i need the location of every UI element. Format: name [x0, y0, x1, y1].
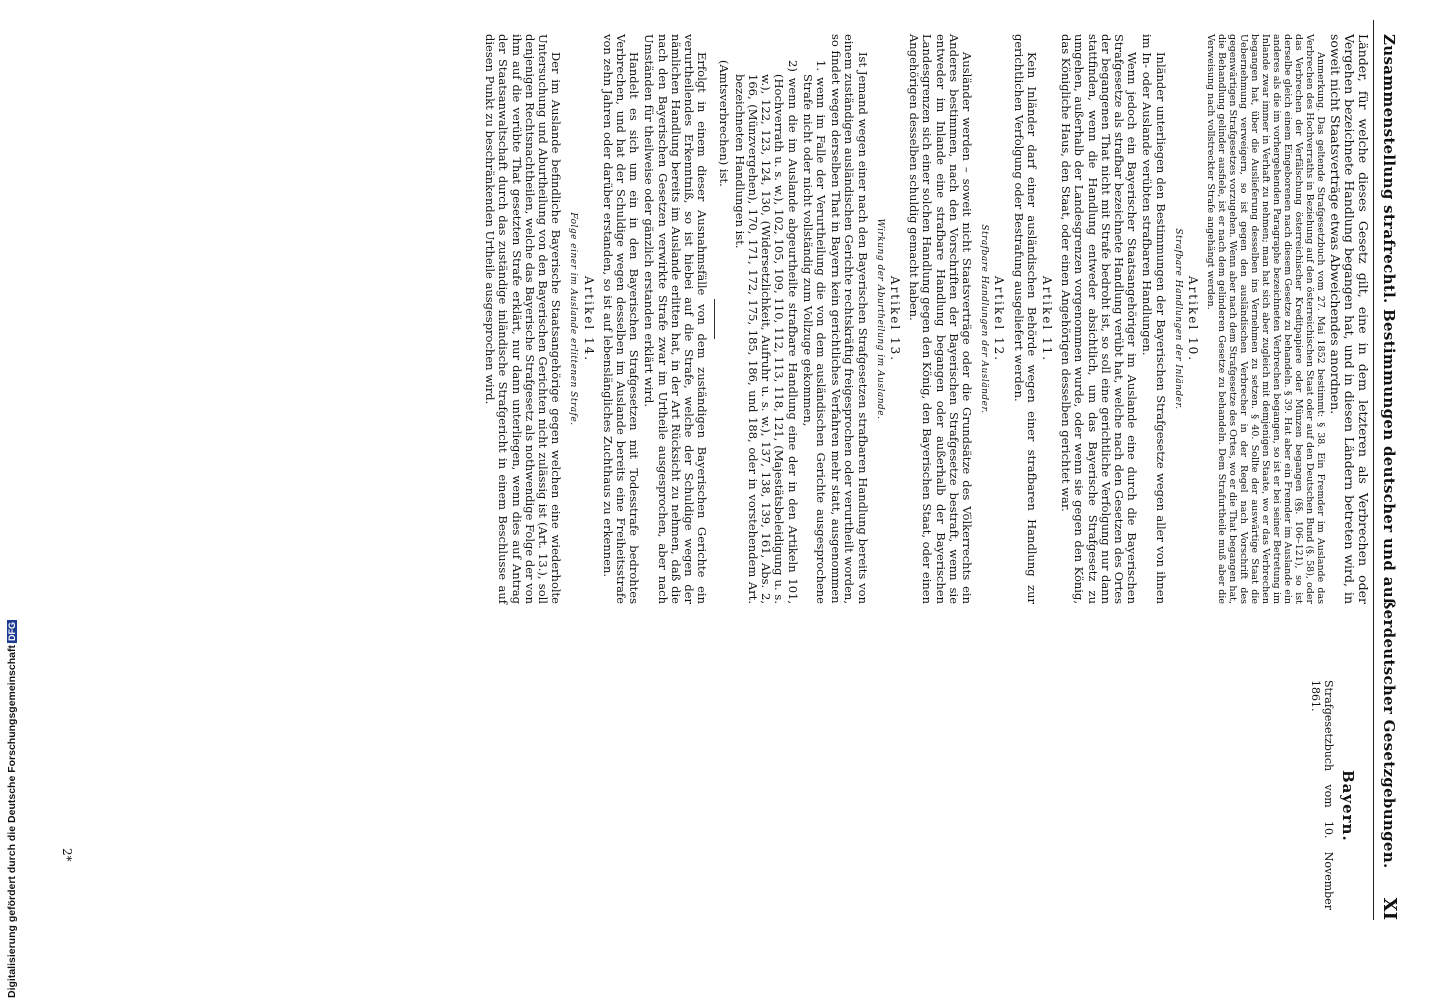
- digitization-text: Digitalisierung gefördert durch die Deutsche Forschungsgemeinschaft: [6, 645, 18, 998]
- article-10-text-1: Inländer unterliegen den Bestimmungen der Bayerischen Strafgesetze wegen aller von ihnen im In- oder Auslande verübten strafbaren Handlungen.: [1140, 34, 1168, 604]
- article-13-item-3: (Amtsverbrechen) ist.: [717, 60, 732, 187]
- article-10-caption: Strafbare Handlungen der Inländer.: [1172, 228, 1183, 410]
- article-14-heading: Artikel 14.: [581, 275, 596, 363]
- article-14-caption: Folge einer im Auslande erlittenen Strafe.: [568, 212, 579, 426]
- article-10-heading: Artikel 10.: [1186, 275, 1200, 363]
- digitization-credit: [6, 620, 18, 998]
- statute-subtitle: Strafgesetzbuch vom 10. November 1861.: [1308, 680, 1335, 910]
- land-heading: Bayern.: [1339, 770, 1357, 842]
- article-13-item-2: 2) wenn die im Auslande abgeurtheilte strafbare Handlung eine der in den Artikeln 101, (Hochverrath u. s. w.), 102, 105, 109, 110, 112, 113, 118, 121, (Majestätsbeleidigung u. s. w.), 122, 123, 124, 130, (Widersetzlichkeit, Aufruhr u. s. w.), 137, 138, 139, 161, Abs. 2, 166, (Münzvergehen), 170, 171, 172, 175, 185, 186, und 188, oder in vorstehendem Art. bezeichneten Handlungen ist.: [732, 60, 800, 604]
- article-13-heading: Artikel 13.: [887, 275, 902, 363]
- signature-mark: 2*: [60, 848, 74, 862]
- article-11-text: Kein Inländer darf einer ausländischen Behörde wegen einer strafbaren Handlung zur gerichtlichen Verfolgung oder Bestrafung ausgeliefert werden.: [1011, 34, 1039, 604]
- right-column: [1308, 620, 1370, 910]
- article-13-item-1: 1. wenn im Falle der Verurtheilung die von dem ausländischen Gerichte ausgesprochene Strafe nicht oder nicht vollständig zum Vollzuge gekommen,: [800, 60, 828, 604]
- article-13-caption: Wirkung der Aburtheilung im Auslande.: [874, 218, 885, 420]
- article-13-text: Ist Jemand wegen einer nach den Bayerischen Strafgesetzen strafbaren Handlung bereits von einem zuständigen ausländischen Gerichte rechtskräftig freigesprochen oder verurtheilt worden, so findet wegen derselben That in Bayern kein gerichtliches Verfahren mehr statt, ausgenommen: [829, 34, 870, 604]
- article-12-text: Ausländer werden – soweit nicht Staatsverträge oder die Grundsätze des Völkerrechts ein Anderes bestimmen, nach den Vorschriften der Bayerischen Strafgesetze bestraft, wenn sie entweder im Inlande eine strafbare Handlung begangen oder außerhalb der Bayerischen Landesgrenzen sich einer solchen Handlung gegen den König, den Bayerischen Staat, oder einen Angehörigen desselben schuldig gemacht haben.: [907, 34, 974, 604]
- article-12-caption: Strafbare Handlungen der Ausländer.: [979, 224, 990, 414]
- intro-paragraph: Länder, für welche dieses Gesetz gilt, eine in dem letzteren als Verbrechen oder Vergehen bezeichnete Handlung begangen hat, und in diesen Ländern betreten wird, in soweit nicht Staatsverträge etwas Abweichendes anordnen.: [1328, 34, 1371, 604]
- page-number: XI: [1379, 897, 1400, 920]
- article-13-text-2: Erfolgt in einem dieser Ausnahmsfälle von dem zuständigen Bayerischen Gerichte ein verurtheilendes Erkenntniß, so ist hiebei auf die Strafe, welche der Schuldige wegen der nämlichen Handlung bereits im Auslande erlitten hat, in der Art Rücksicht zu nehmen, daß die nach den Bayerischen Gesetzen verwirkte Strafe zwar im Urtheile ausgesprochen, aber nach Umständen für theilweise oder gänzlich erstanden erklärt wird.: [642, 34, 710, 604]
- rotated-content: [80, 20, 1400, 920]
- anmerkung-paragraph: Anmerkung. Das geltende Strafgesetzbuch vom 27. Mai 1852 bestimmt: § 38. Ein Fremder im Auslande das Verbrechen des Hochverraths in Beziehung auf den österreichischen Staat oder auf den Deutschen Bund (§. 58), oder das Verbrechen der Verfälschung österreichischer Kreditpapiere oder Münzen begangen (§§. 106–121), so ist derselbe gleich einem Eingeborenen nach diesem Gesetze zu behandeln. § 39. Hat aber ein Fremder im Auslande ein anderes als die im vorhergehenden Paragraphe bezeichneten Verbrechen begangen, so ist er bei seiner Betretung im Inlande zwar immer in Verhaft zu nehmen; man hat sich aber zugleich mit demjenigen Staate, wo er das Verbrechen begangen hat, über die Auslieferung desselben ins Vernehmen zu setzen. § 40. Sollte der auswärtige Staat die Uebernehmung verweigern, so ist gegen den ausländischen Verbrecher in der Regel nach Vorschrift des gegenwärtigen Strafgesetzes vorzugehen. Wenn aber nach dem Strafgesetze des Ortes, wo er die That begangen hat, die Behandlung gelinder ausfiele, ist er nach dem gelinderen Gesetze zu behandeln. Dem Strafurtheile muß aber die Verweisung nach vollstreckter Strafe angehängt werden.: [1205, 34, 1326, 604]
- article-13-text-3: Handelt es sich um ein in den Bayerischen Strafgesetzen mit Todesstrafe bedrohtes Verbrechen, und hat der Schuldige wegen desselben im Auslande bereits eine Freiheitsstrafe von zehn Jahren oder darüber erstanden, so ist auf lebenslängliches Zuchthaus zu erkennen.: [600, 34, 642, 604]
- article-10-text-2: Wenn jedoch ein Bayerischer Staatsangehöriger im Auslande eine durch die Bayerischen Strafgesetze als strafbar bezeichnete Handlung verübt hat, welche nach den Gesetzen des Ortes der begangenen That nicht mit Strafe bedroht ist, so soll eine gerichtliche Verfolgung nur dann stattfinden, wenn die Handlung entweder absichtlich, um das Bayerische Strafgesetz zu umgehen, außerhalb der Landesgrenzen vorgenommen wurde, oder wenn sie gegen den König, das Königliche Haus, den Staat, oder einen Angehörigen desselben gerichtet war.: [1059, 34, 1140, 604]
- header-title: Zusammenstellung strafrechtl. Bestimmungen deutscher und außerdeutscher Gesetzgebungen.: [1380, 34, 1398, 869]
- article-11-heading: Artikel 11.: [1039, 275, 1054, 363]
- article-14-text: Der im Auslande befindliche Bayerische Staatsangehörige gegen welchen eine wiederholte Untersuchung und Aburtheilung von den Bayerischen Gerichten nicht zulässig ist (Art. 13.), soll denjenigen Rechtsnachtheilen, welche das Bayerische Strafgesetz als nothwendige Folge der von ihm auf die verübte That gesetzten Strafe erklärt, nur dann unterliegen, wenn dies auf Antrag der Staatsanwaltschaft durch das zuständige inländische Strafgericht in einem Beschlusse auf diesen Punkt zu beschränkenden Urtheile ausgesprochen wird.: [483, 34, 564, 604]
- article-12-heading: Artikel 12.: [992, 275, 1007, 363]
- left-column: [481, 34, 1370, 604]
- separator-rule: [714, 299, 715, 339]
- dfg-logo: DFG: [7, 622, 17, 642]
- running-header: [1373, 20, 1400, 920]
